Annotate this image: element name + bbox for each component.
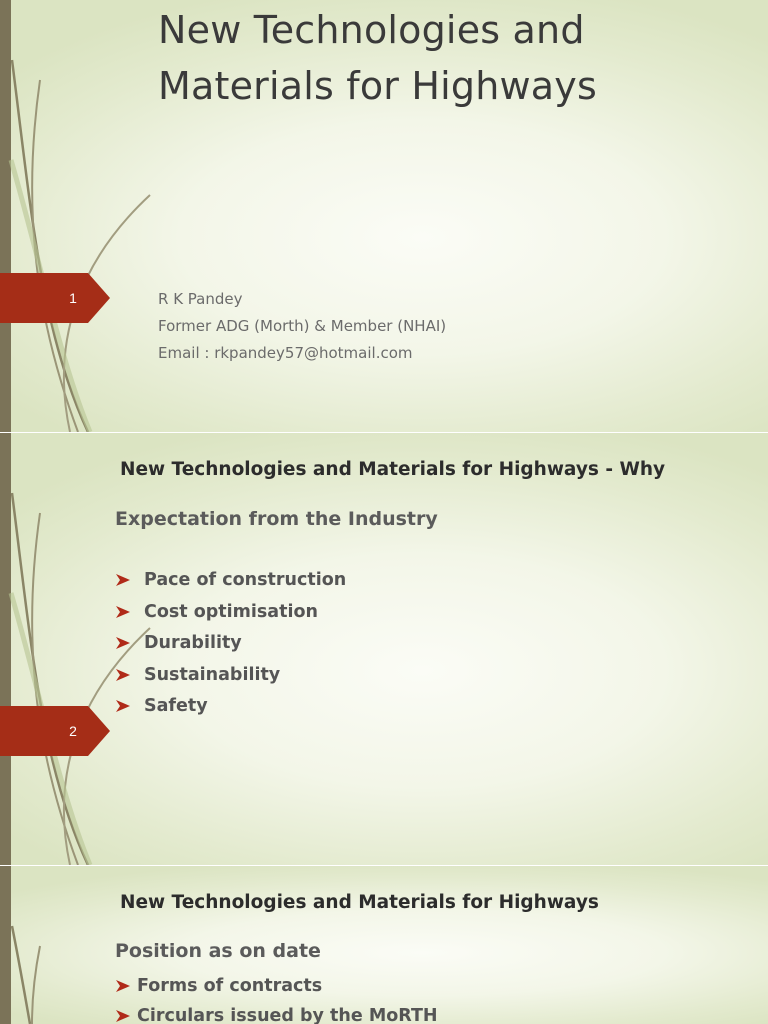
presenter-info bbox=[158, 286, 446, 367]
list-item bbox=[116, 1005, 438, 1024]
arrow-bullet-icon bbox=[116, 699, 130, 713]
slide-3 bbox=[0, 866, 768, 1024]
list-item bbox=[116, 632, 346, 664]
slide-number-badge bbox=[0, 706, 110, 756]
slide-number: 1 bbox=[69, 290, 77, 306]
bullet-text: Pace of construction bbox=[144, 570, 347, 590]
list-item bbox=[116, 664, 346, 696]
bullet-text: Sustainability bbox=[144, 664, 281, 685]
bullet-text: Durability bbox=[144, 633, 242, 653]
decorative-swoosh bbox=[0, 0, 160, 432]
bullet-text: Forms of contracts bbox=[137, 976, 323, 996]
presenter-name: R K Pandey bbox=[158, 290, 243, 308]
bullet-text: Circulars issued by the MoRTH bbox=[137, 1006, 438, 1024]
slide-subheading: Position as on date bbox=[115, 940, 321, 962]
bullet-list bbox=[116, 975, 438, 1024]
arrow-bullet-icon bbox=[116, 636, 130, 650]
list-item bbox=[116, 975, 438, 1005]
slide-number: 2 bbox=[69, 723, 77, 739]
slide-number-badge bbox=[0, 273, 110, 323]
arrow-bullet-icon bbox=[116, 573, 130, 587]
bullet-list bbox=[116, 569, 346, 727]
arrow-bullet-icon bbox=[116, 668, 130, 682]
presenter-email: Email : rkpandey57@hotmail.com bbox=[158, 344, 413, 362]
list-item bbox=[116, 569, 346, 601]
bullet-text: Cost optimisation bbox=[144, 601, 318, 622]
arrow-bullet-icon bbox=[116, 979, 130, 993]
list-item bbox=[116, 601, 346, 633]
bullet-text: Safety bbox=[144, 696, 208, 716]
presenter-role: Former ADG (Morth) & Member (NHAI) bbox=[158, 317, 447, 335]
list-item bbox=[116, 695, 346, 727]
slide-heading: New Technologies and Materials for Highways - Why bbox=[120, 459, 666, 480]
slide-subheading: Expectation from the Industry bbox=[115, 508, 438, 530]
slide-heading: New Technologies and Materials for Highways bbox=[120, 892, 599, 913]
arrow-bullet-icon bbox=[116, 605, 130, 619]
slide-1 bbox=[0, 0, 768, 432]
slide-2 bbox=[0, 433, 768, 865]
slide-title: New Technologies and Materials for Highways bbox=[158, 8, 597, 108]
arrow-bullet-icon bbox=[116, 1009, 130, 1023]
